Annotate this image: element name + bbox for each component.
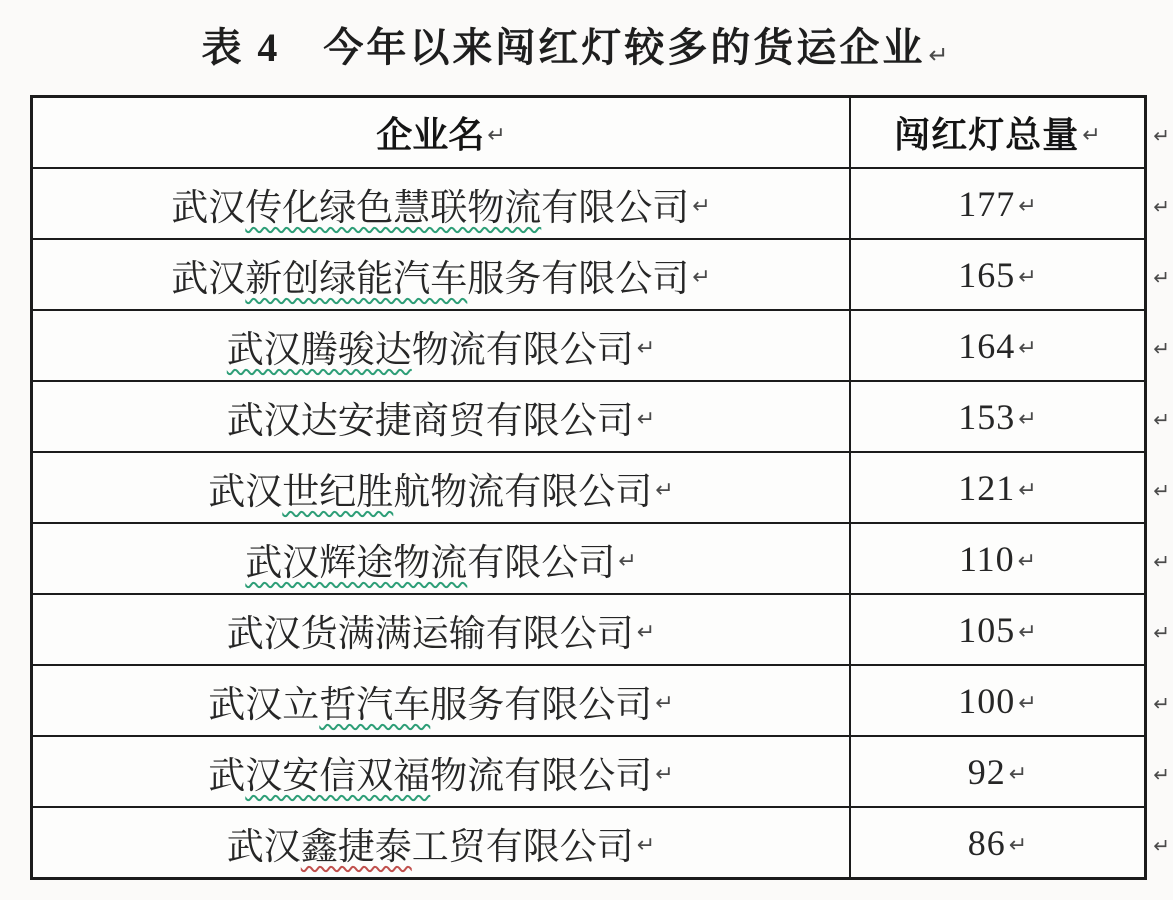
- violation-count: 177: [958, 183, 1016, 224]
- company-name: [227, 603, 634, 657]
- company-name-text: 服务有限公司: [430, 684, 653, 726]
- paragraph-mark-icon: ↵: [1018, 478, 1037, 503]
- row-end-paragraph-mark-icon: ↵: [1153, 264, 1170, 289]
- violation-count-cell: [851, 311, 1144, 380]
- company-name-text: 武汉达安捷商贸有限公司: [226, 400, 634, 442]
- header-company-name-cell: [33, 98, 851, 167]
- company-name: [171, 248, 689, 302]
- violation-count-cell: [851, 382, 1144, 451]
- violation-count: 86: [967, 822, 1006, 863]
- row-end-paragraph-mark-icon: ↵: [1153, 193, 1170, 218]
- company-name-cell: [33, 382, 851, 451]
- header-violation-count-cell: [851, 98, 1144, 167]
- paragraph-mark-icon: ↵: [1008, 833, 1028, 858]
- violation-count: 121: [958, 467, 1016, 508]
- table-row: [33, 238, 1170, 309]
- company-name-cell: [33, 524, 851, 593]
- row-end-paragraph-mark-icon: ↵: [1153, 335, 1170, 360]
- company-name-text: 武汉: [171, 258, 246, 300]
- table-row: [33, 806, 1170, 877]
- paragraph-mark-icon: ↵: [1008, 762, 1028, 787]
- paragraph-mark-icon: ↵: [692, 265, 711, 290]
- table-row: [33, 735, 1170, 806]
- paragraph-mark-icon: ↵: [692, 194, 711, 219]
- company-name-text: 物流有限公司: [430, 755, 653, 797]
- company-name: [227, 319, 634, 373]
- table-row: [33, 451, 1170, 522]
- company-name-text: 服务有限公司: [467, 258, 690, 300]
- violation-count-cell: [851, 524, 1144, 593]
- violation-count: 153: [958, 396, 1016, 437]
- violations-table: [30, 95, 1170, 880]
- company-name-cell: [33, 311, 851, 380]
- company-name-cell: [33, 666, 851, 735]
- table-row: [33, 167, 1170, 238]
- violation-count: 105: [958, 609, 1016, 650]
- row-end-paragraph-mark-icon: ↵: [1153, 122, 1170, 147]
- company-name: [171, 177, 689, 231]
- paragraph-mark-icon: ↵: [1082, 123, 1101, 148]
- violation-count: 164: [958, 325, 1016, 366]
- header-violation-count-label: 闯红灯总量: [894, 115, 1080, 155]
- company-name-text: 武汉立: [208, 684, 320, 726]
- row-end-paragraph-mark-icon: ↵: [1153, 406, 1170, 431]
- paragraph-mark-icon: ↵: [1018, 265, 1037, 290]
- violation-count: 110: [958, 538, 1015, 579]
- spellcheck-marked-text: 传化绿色慧联物流: [245, 187, 542, 229]
- paragraph-mark-icon: ↵: [1018, 407, 1037, 432]
- paragraph-mark-icon: ↵: [636, 620, 656, 645]
- paragraph-mark-icon: ↵: [487, 123, 506, 148]
- spellcheck-marked-text: 世纪胜: [282, 471, 394, 513]
- table-caption: [0, 16, 1150, 73]
- row-end-paragraph-mark-icon: ↵: [1153, 548, 1170, 573]
- company-name-text: 武汉: [226, 826, 301, 868]
- company-name-text: 物流有限公司: [411, 329, 634, 371]
- company-name-cell: [33, 808, 851, 877]
- company-name-text: 有限公司: [541, 187, 690, 229]
- violation-count-cell: [851, 666, 1144, 735]
- company-name: [208, 674, 652, 728]
- company-name-cell: [33, 453, 851, 522]
- company-name-text: 武: [208, 755, 246, 797]
- company-name-text: 武汉: [171, 187, 246, 229]
- company-name-text: 武汉: [208, 471, 283, 513]
- paragraph-mark-icon: ↵: [1018, 194, 1037, 219]
- company-name-text: 航物流有限公司: [393, 471, 653, 513]
- paragraph-mark-icon: ↵: [655, 691, 674, 716]
- row-end-paragraph-mark-icon: ↵: [1153, 761, 1170, 786]
- table-row: [33, 380, 1170, 451]
- table-header-row: [33, 98, 1170, 167]
- table-row: [33, 522, 1170, 593]
- company-name-cell: [33, 737, 851, 806]
- violation-count-cell: [851, 240, 1144, 309]
- violation-count-cell: [851, 169, 1144, 238]
- spellcheck-marked-text: 新创绿能汽车: [245, 258, 468, 300]
- company-name: [227, 816, 634, 870]
- paragraph-mark-icon: ↵: [655, 478, 674, 503]
- violation-count-cell: [851, 808, 1144, 877]
- row-end-paragraph-mark-icon: ↵: [1153, 832, 1170, 857]
- table-row: [33, 664, 1170, 735]
- row-end-paragraph-mark-icon: ↵: [1153, 477, 1170, 502]
- paragraph-mark-icon: ↵: [1018, 336, 1037, 361]
- company-name-text: 武汉货满满运输有限公司: [226, 613, 634, 655]
- spellcheck-marked-text: 哲汽车: [319, 684, 431, 726]
- table-caption-text: 表 4 今年以来闯红灯较多的货运企业: [201, 25, 926, 70]
- company-name-text: 工贸有限公司: [411, 826, 634, 868]
- row-end-paragraph-mark-icon: ↵: [1153, 690, 1170, 715]
- paragraph-mark-icon: ↵: [1018, 691, 1037, 716]
- paragraph-mark-icon: ↵: [636, 336, 656, 361]
- paragraph-mark-icon: ↵: [1017, 549, 1037, 574]
- paragraph-mark-icon: ↵: [928, 41, 949, 69]
- spellcheck-marked-text: 武汉腾骏达: [226, 329, 412, 371]
- company-name: [208, 745, 652, 799]
- paragraph-mark-icon: ↵: [1018, 620, 1037, 645]
- violation-count: 100: [958, 680, 1016, 721]
- spellcheck-marked-text: 鑫捷泰: [300, 826, 412, 868]
- spellcheck-marked-text: 汉安信双福: [245, 755, 431, 797]
- violation-count-cell: [851, 737, 1144, 806]
- company-name-cell: [33, 240, 851, 309]
- company-name-cell: [33, 169, 851, 238]
- company-name: [208, 461, 652, 515]
- paragraph-mark-icon: ↵: [618, 549, 637, 574]
- company-name-cell: [33, 595, 851, 664]
- paragraph-mark-icon: ↵: [636, 407, 656, 432]
- violation-count-cell: [851, 453, 1144, 522]
- violation-count: 92: [967, 751, 1006, 792]
- table-row: [33, 593, 1170, 664]
- company-name-text: 有限公司: [467, 542, 616, 584]
- header-company-name-label: 企业名: [376, 115, 485, 155]
- violation-count-cell: [851, 595, 1144, 664]
- row-end-paragraph-mark-icon: ↵: [1153, 619, 1170, 644]
- paragraph-mark-icon: ↵: [636, 833, 656, 858]
- company-name: [245, 532, 615, 586]
- table-row: [33, 309, 1170, 380]
- violation-count: 165: [958, 254, 1016, 295]
- paragraph-mark-icon: ↵: [655, 762, 674, 787]
- spellcheck-marked-text: 武汉辉途物流: [245, 542, 468, 584]
- company-name: [227, 390, 634, 444]
